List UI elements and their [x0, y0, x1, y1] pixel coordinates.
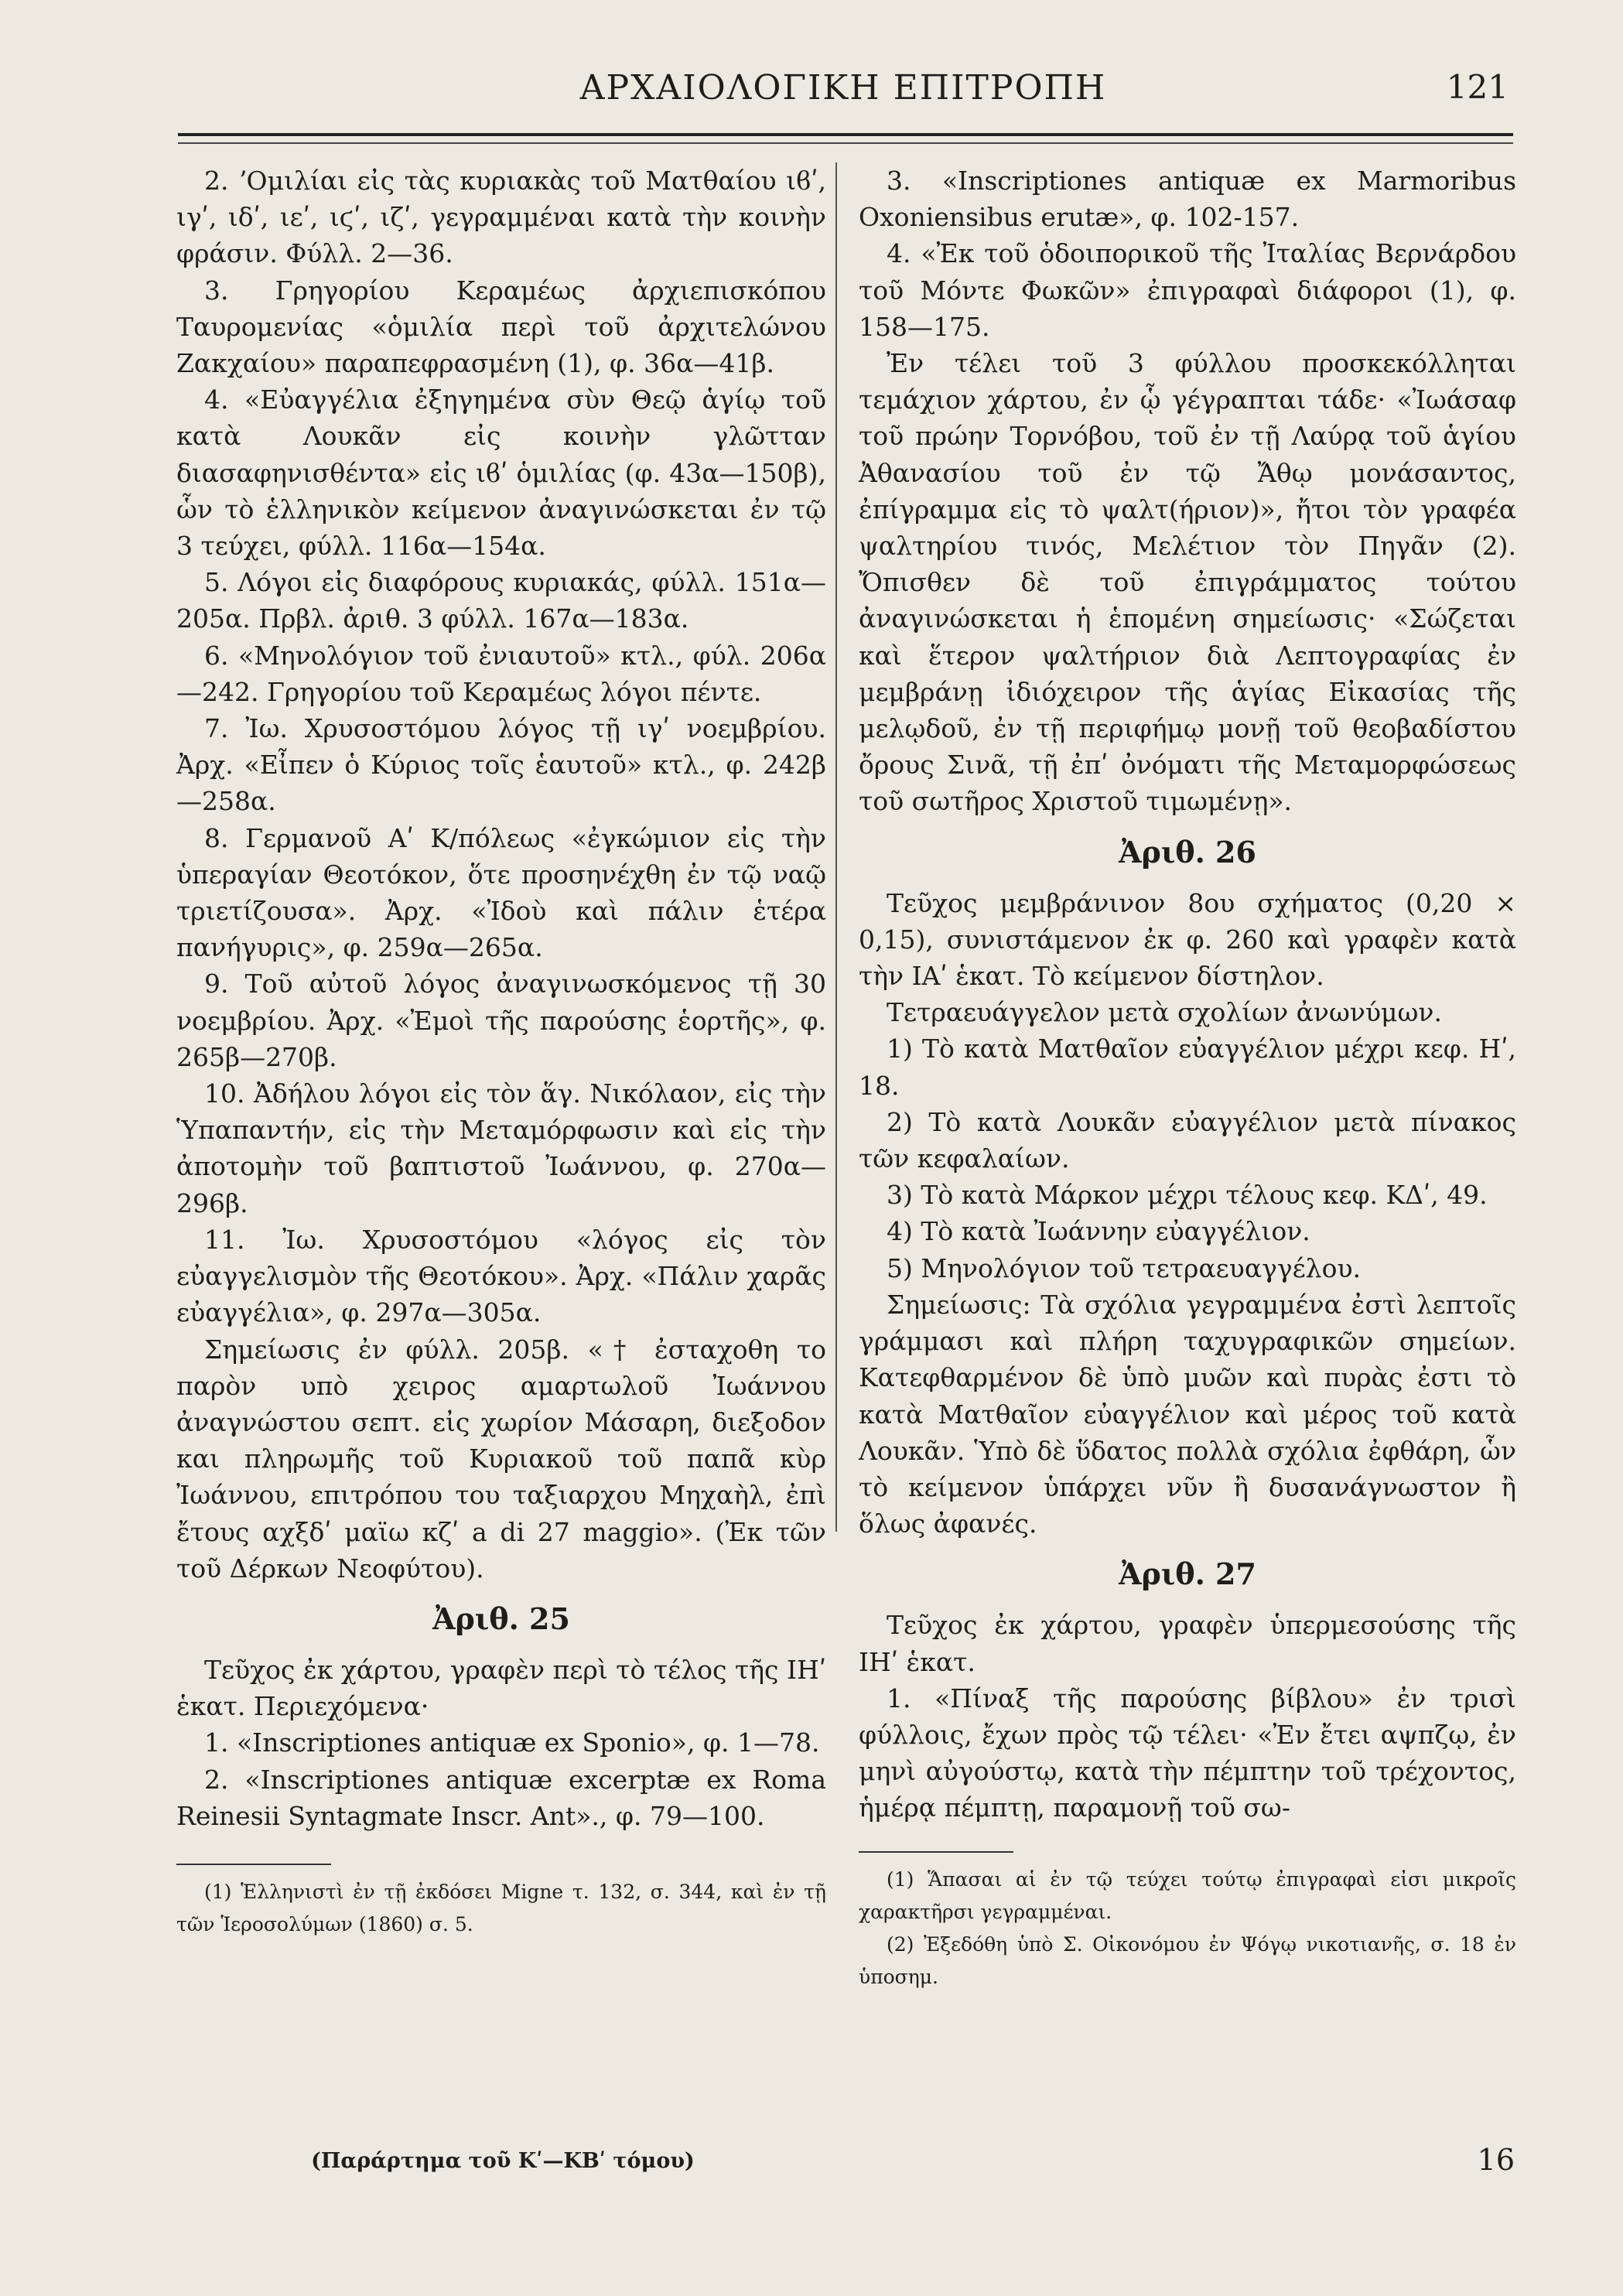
entry-paragraph: 1) Τὸ κατὰ Ματθαῖον εὐαγγέλιον μέχρι κεφ. Ηʹ, 18. [859, 1034, 1516, 1101]
entry-paragraph: 8. Γερμανοῦ Αʹ Κ/πόλεως «ἐγκώμιον εἰς τὴν ὑπεραγίαν Θεοτόκον, ὅτε προσηνέχθη ἐν τῷ ναῷ τριετίζουσα». Ἀρχ. «Ἰδοὺ καὶ πάλιν ἑτέρα πανήγυρις», φ. 259α—265α. [176, 822, 826, 963]
entry-paragraph: 2) Τὸ κατὰ Λουκᾶν εὐαγγέλιον μετὰ πίνακος τῶν κεφαλαίων. [859, 1106, 1516, 1174]
entry-paragraph: 9. Τοῦ αὐτοῦ λόγος ἀναγινωσκόμενος τῇ 30 νοεμβρίου. Ἀρχ. «Ἐμοὶ τῆς παρούσης ἑορτῆς», φ. 265β—270β. [176, 969, 826, 1072]
page-header [178, 68, 1509, 122]
section-heading-27: Ἀριθ. 27 [1119, 1556, 1256, 1592]
entry-paragraph: 3. «Inscriptiones antiquæ ex Marmoribus Oxoniensibus erutæ», φ. 102-157. [859, 166, 1516, 233]
section-heading-26: Ἀριθ. 26 [1119, 834, 1256, 870]
entry-paragraph: 5) Μηνολόγιον τοῦ τετραευαγγέλου. [887, 1252, 1361, 1283]
entry-paragraph: 6. «Μηνολόγιον τοῦ ἐνιαυτοῦ» κτλ., φύλ. 206α—242. Γρηγορίου τοῦ Κεραμέως λόγοι πέντε. [176, 640, 826, 707]
entry-paragraph: Τεῦχος ἐκ χάρτου, γραφὲν ὑπερμεσούσης τῆς ΙΗʹ ἑκατ. [859, 1610, 1516, 1677]
footnote-rule [176, 1864, 331, 1865]
signature-mark: 16 [1477, 2143, 1515, 2177]
entry-paragraph: 4. «Εὐαγγέλια ἐξηγημένα σὺν Θεῷ ἁγίῳ τοῦ κατὰ Λουκᾶν εἰς κοινὴν γλῶτταν διασαφηνισθέντα» εἰς ιϐʹ ὁμιλίας (φ. 43α—150β), ὧν τὸ ἑλληνικὸν κείμενον ἀναγινώσκεται ἐν τῷ 3 τεύχει, φύλλ. 116α—154α. [176, 384, 826, 562]
entry-paragraph: 2. ʼΟμιλίαι εἰς τὰς κυριακὰς τοῦ Ματθαίου ιϐʹ, ιγʹ, ιδʹ, ιεʹ, ιϛʹ, ιζʹ, γεγραμμέναι κατὰ τὴν κοινὴν φράσιν. Φύλλ. 2—36. [176, 166, 826, 269]
footnote: (1) Ἅπασαι αἱ ἐν τῷ τεύχει τούτῳ ἐπιγραφαὶ εἰσι μικροῖς χαρακτῆρσι γεγραμμέναι. [859, 1867, 1516, 1923]
entry-paragraph: Ἐν τέλει τοῦ 3 φύλλου προσκεκόλληται τεμάχιον χάρτου, ἐν ᾧ γέγραπται τάδε· «Ἰωάσαφ τοῦ πρώην Τορνόβου, τοῦ ἐν τῇ Λαύρᾳ τοῦ ἁγίου Ἀθανασίου τοῦ ἐν τῷ Ἄθῳ μονάσαντος, ἐπίγραμμα εἰς τὸ ψαλτ(ήριον)», ἤτοι τὸν γραφέα ψαλτηρίου τινός, Μελέτιον τὸν Πηγᾶν (2). Ὄπισθεν δὲ τοῦ ἐπιγράμματος τούτου ἀναγινώσκεται ἡ ἑπομένη σημείωσις· «Σώζεται καὶ ἕτερον ψαλτήριον διὰ Λεπτογραφίας ἐν μεμβράνῃ ἰδιόχειρον τῆς ἁγίας Εἰκασίας τῆς μελῳδοῦ, ἐν τῇ περιφήμῳ μονῇ τοῦ θεοβαδίστου ὄρους Σινᾶ, τῇ ἐπʹ ὀνόματι τῆς Μεταμορφώσεως τοῦ σωτῆρος Χριστοῦ τιμωμένῃ». [859, 348, 1516, 817]
entry-paragraph: Τετραευάγγελον μετὰ σχολίων ἀνωνύμων. [887, 997, 1442, 1028]
right-column [859, 162, 1516, 1994]
entry-paragraph: 5. Λόγοι εἰς διαφόρους κυριακάς, φύλλ. 151α—205α. Πρβλ. ἀριθ. 3 φύλλ. 167α—183α. [176, 567, 826, 634]
running-title: ΑΡΧΑΙΟΛΟΓΙΚΗ ΕΠΙΤΡΟΠΗ [579, 68, 1107, 108]
footnote-rule [859, 1851, 1013, 1853]
volume-note: (Παράρτημα τοῦ Κʹ—ΚΒʹ τόμου) [311, 2149, 695, 2173]
footnote: (2) Ἐξεδόθη ὑπὸ Σ. Οἰκονόμου ἐν Ψόγῳ νικοτιανῆς, σ. 18 ἐν ὑποσημ. [859, 1932, 1516, 1988]
left-column [176, 162, 826, 1941]
entry-paragraph: Τεῦχος μεμβράνινον 8ου σχήματος (0,20 × 0,15), συνιστάμενον ἐκ φ. 260 καὶ γραφὲν κατὰ τὴν ΙΑʹ ἑκατ. Τὸ κείμενον δίστηλον. [859, 887, 1516, 992]
note-paragraph: Σημείωσις: Τὰ σχόλια γεγραμμένα ἐστὶ λεπτοῖς γράμμασι καὶ πλήρη ταχυγραφικῶν σημείων. Κατεφθαρμένον δὲ ὑπὸ μυῶν καὶ πυρὰς ἐστι τὸ κατὰ Ματθαῖον εὐαγγέλιον καὶ μέρος τοῦ κατὰ Λουκᾶν. Ὑπὸ δὲ ὕδατος πολλὰ σχόλια ἐφθάρη, ὧν τὸ κείμενον ὑπάρχει νῦν ἢ δυσανάγνωστον ἢ ὅλως ἀφανές. [859, 1289, 1516, 1539]
column-divider [835, 162, 837, 1532]
entry-paragraph: 4. «Ἐκ τοῦ ὁδοιπορικοῦ τῆς Ἰταλίας Βερνάρδου τοῦ Μόντε Φωκῶν» ἐπιγραφαὶ διάφοροι (1), φ. 158—175. [859, 238, 1516, 342]
entry-paragraph: 1. «Inscriptiones antiquæ ex Sponio», φ. 1—78. [204, 1727, 820, 1758]
entry-paragraph: 11. Ἰω. Χρυσοστόμου «λόγος εἰς τὸν εὐαγγελισμὸν τῆς Θεοτόκου». Ἀρχ. «Πάλιν χαρᾶς εὐαγγέλια», φ. 297α—305α. [176, 1224, 826, 1328]
entry-paragraph: 2. «Inscriptiones antiquæ excerptæ ex Roma Reinesii Syntagmate Inscr. Ant»., φ. 79—100. [176, 1764, 826, 1831]
entry-paragraph: 7. Ἰω. Χρυσοστόμου λόγος τῇ ιγʹ νοεμβρίου. Ἀρχ. «Εἶπεν ὁ Κύριος τοῖς ἑαυτοῦ» κτλ., φ. 242β—258α. [176, 713, 826, 817]
note-paragraph: Σημείωσις ἐν φύλλ. 205β. «† ἐσταχοθη το παρὸν υπὸ χειρος αμαρτωλοῦ Ἰωάννου ἀναγνώστου σεπτ. εἰς χωρίον Μάσαρη, διεξοδον και πληρωμῆς τοῦ Κυριακοῦ τοῦ παπᾶ κὺρ Ἰωάννου, επιτρόπου του ταξιαρχου Μηχαὴλ, ἐπὶ ἔτους αχξδʹ μαϊω κζʹ a di 27 maggio». (Ἐκ τῶν τοῦ Δέρκων Νεοφύτου). [176, 1334, 826, 1584]
footnote: (1) Ἑλληνιστὶ ἐν τῇ ἐκδόσει Migne τ. 132, σ. 344, καὶ ἐν τῇ τῶν Ἱεροσολύμων (1860) σ. 5. [176, 1880, 826, 1936]
entry-paragraph: 1. «Πίναξ τῆς παρούσης βίβλου» ἐν τρισὶ φύλλοις, ἔχων πρὸς τῷ τέλει· «Ἐν ἔτει αψπζῳ, ἐν μηνὶ αὐγούστῳ, κατὰ τὴν πέμπτην τοῦ τρέχοντος, ἡμέρᾳ πέμπτῃ, παραμονῇ τοῦ σω- [859, 1683, 1516, 1823]
entry-paragraph: 3) Τὸ κατὰ Μάρκον μέχρι τέλους κεφ. ΚΔʹ, 49. [887, 1180, 1488, 1211]
entry-paragraph: 3. Γρηγορίου Κεραμέως ἀρχιεπισκόπου Ταυρομενίας «ὁμιλία περὶ τοῦ ἀρχιτελώνου Ζακχαίου» παραπεφρασμένη (1), φ. 36α—41β. [176, 275, 826, 379]
section-heading-25: Ἀριθ. 25 [432, 1601, 570, 1636]
entry-paragraph: 4) Τὸ κατὰ Ἰωάννην εὐαγγέλιον. [887, 1216, 1310, 1247]
page-number: 121 [1446, 68, 1509, 106]
entry-paragraph: Τεῦχος ἐκ χάρτου, γραφὲν περὶ τὸ τέλος τῆς ΙΗʹ ἑκατ. Περιεχόμενα· [176, 1654, 826, 1722]
header-rule-thick [178, 133, 1513, 136]
entry-paragraph: 10. Ἀδήλου λόγοι εἰς τὸν ἅγ. Νικόλαον, εἰς τὴν Ὑπαπαντήν, εἰς τὴν Μεταμόρφωσιν καὶ εἰς τὴν ἀποτομὴν τοῦ βαπτιστοῦ Ἰωάννου, φ. 270α—296β. [176, 1078, 826, 1218]
header-rule-thin [178, 142, 1513, 144]
